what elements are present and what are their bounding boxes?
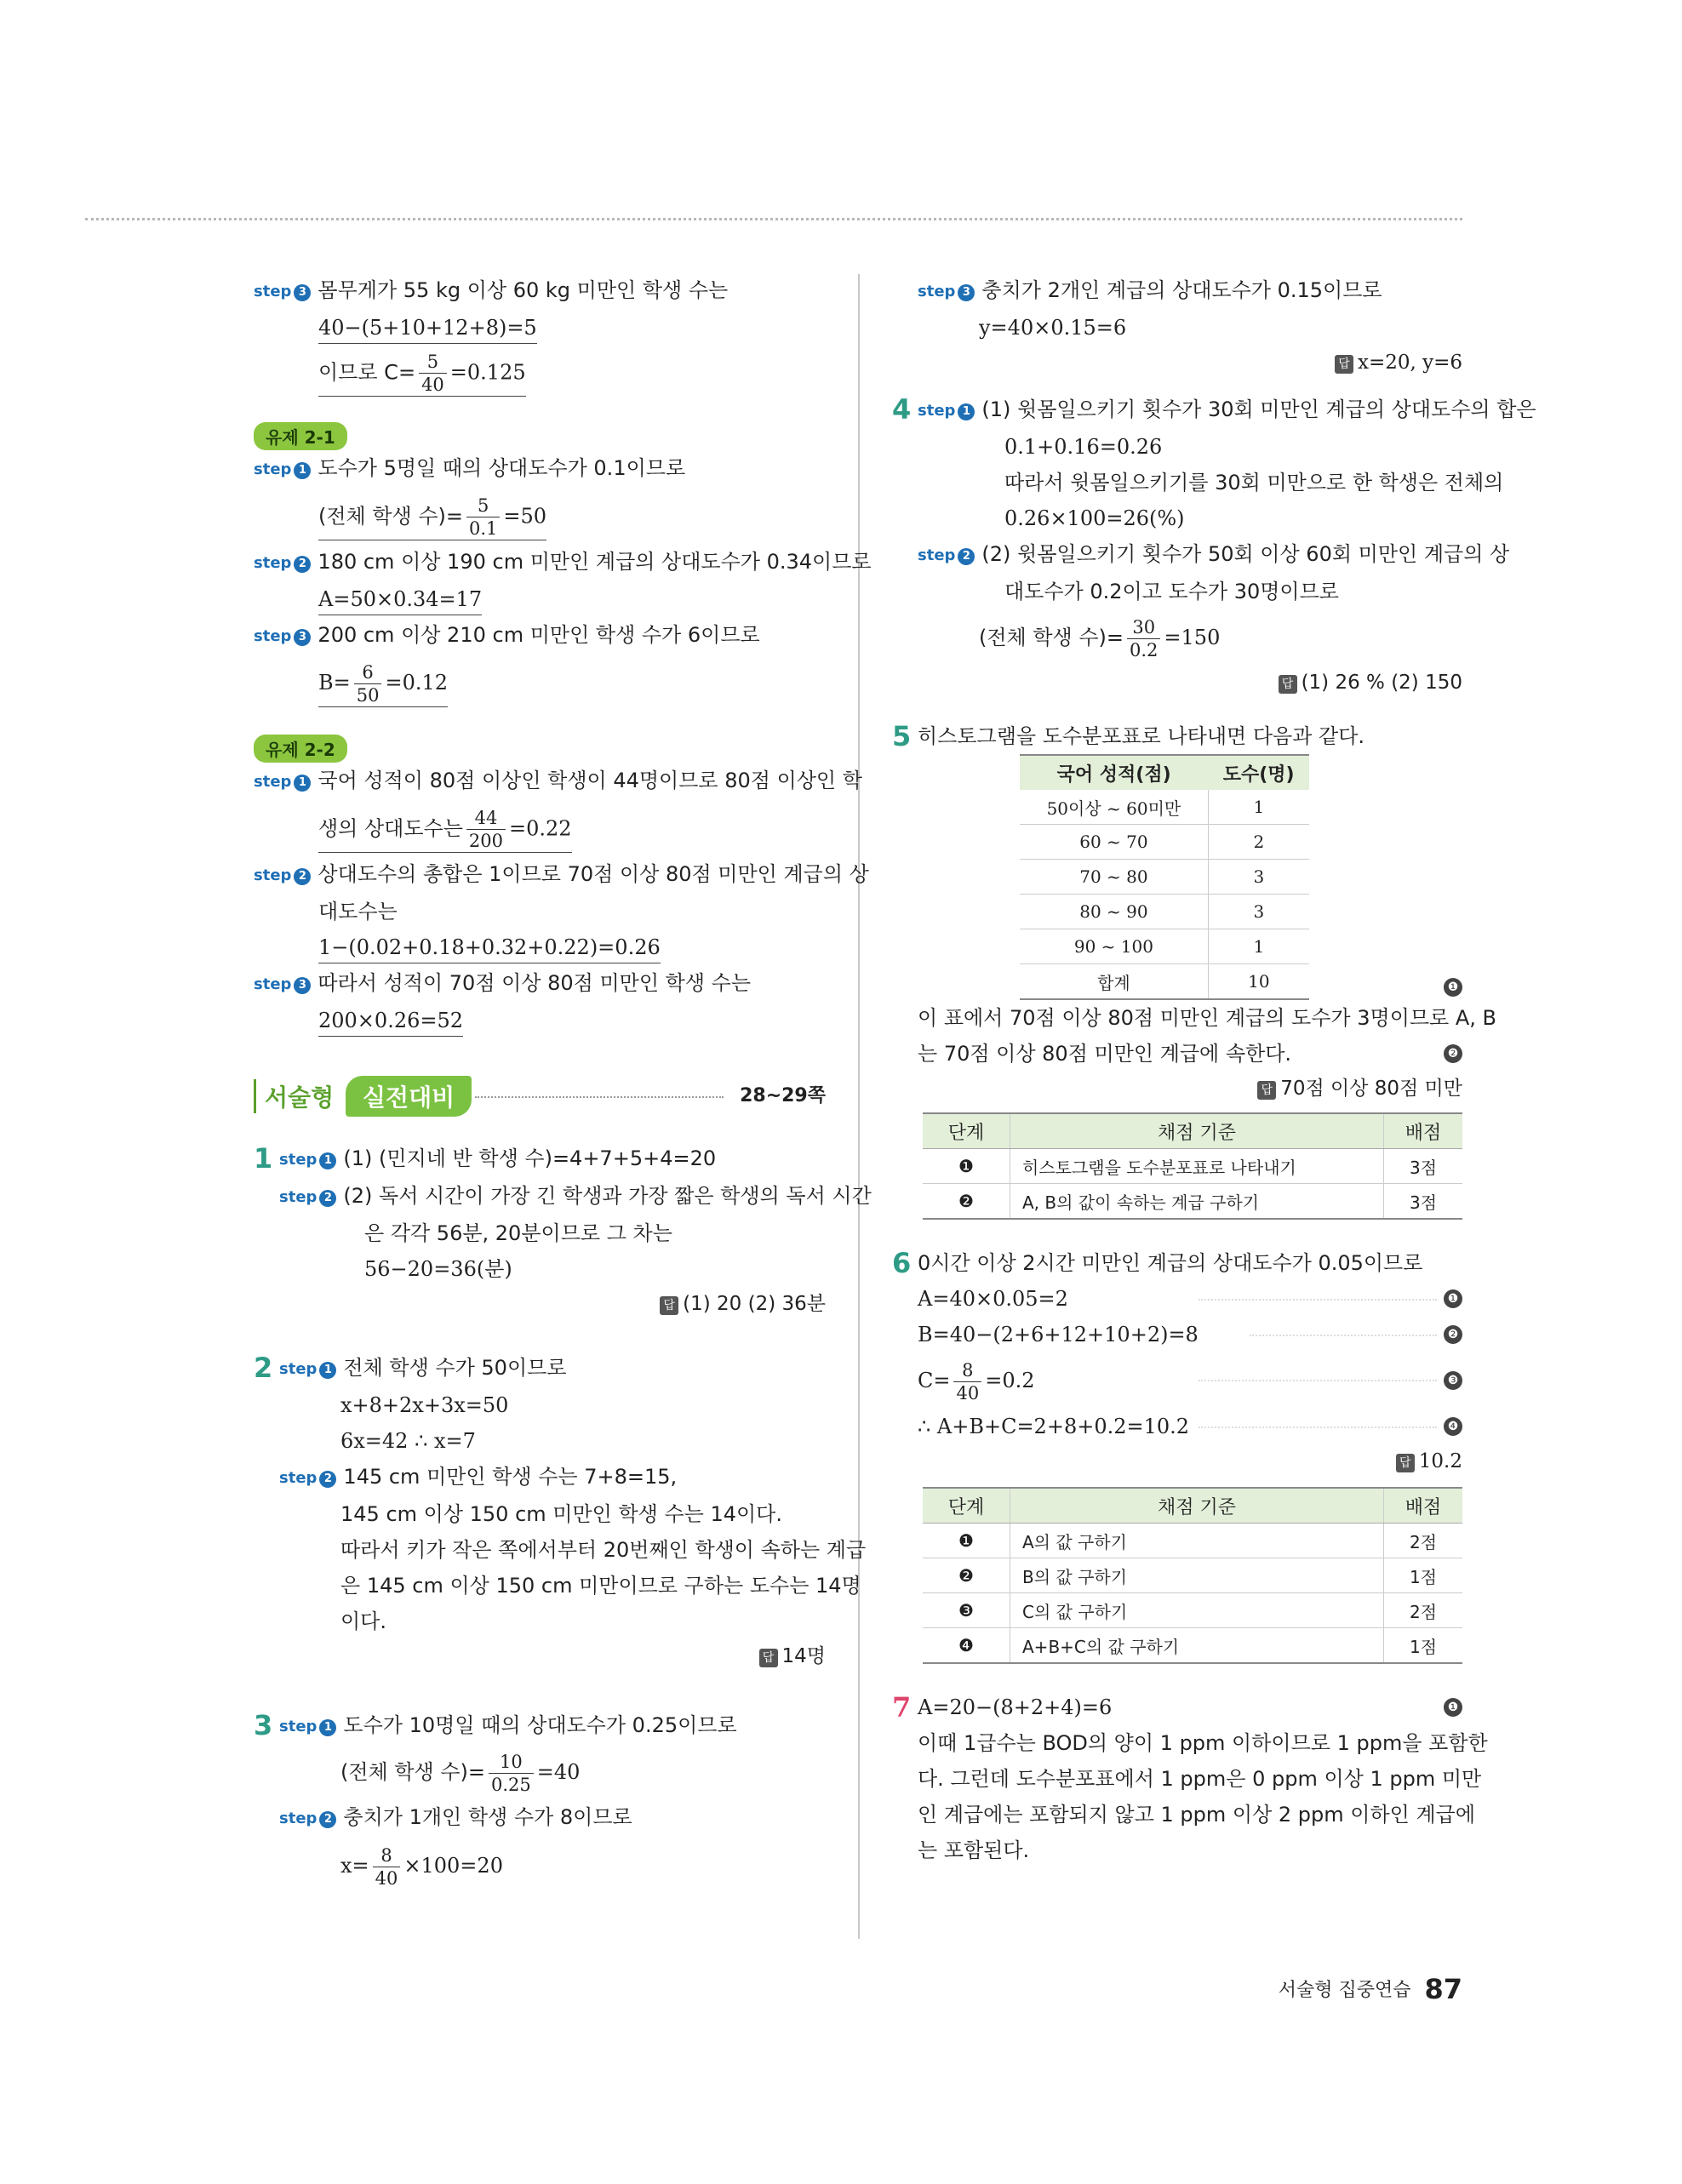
- frequency-table: 국어 성적(점) 도수(명) 50이상 ~ 60미만 1 60 ~ 70 2 70 ~ 80 3 80 ~ 90 3 90 ~ 100 1 합계 10: [1020, 754, 1309, 1000]
- question-4: 4 step 1 (1) 윗몸일으키기 횟수가 30회 미만인 계급의 상대도수의 합은: [892, 393, 1536, 426]
- page-range: 28~29쪽: [740, 1085, 826, 1106]
- section-subtitle: 실전대비: [346, 1076, 472, 1117]
- question-2: 2 step 1 전체 학생 수가 50이므로: [254, 1352, 567, 1384]
- answer: 답 (1) 26 % (2) 150: [892, 666, 1462, 700]
- equation: 40−(5+10+12+8)=5: [318, 312, 537, 344]
- page-footer: 서술형 집중연습 87: [1278, 1973, 1462, 2005]
- grading-table-6: 단계 채점 기준 배점 ❶ A의 값 구하기 2점 ❷ B의 값 구하기 1점 ❸ C의 값 구하기 2점 ❹ A+B+C의 값 구하기 1점: [923, 1487, 1462, 1664]
- step-line: step 3 몸무게가 55 kg 이상 60 kg 미만인 학생 수는: [254, 272, 826, 310]
- equation: 이므로 C= $\frac{5}{40}$ =0.125: [318, 351, 526, 395]
- question-3: 3 step 1 도수가 10명일 때의 상대도수가 0.25이므로: [254, 1709, 737, 1741]
- right-column: step 3 충치가 2개인 계급의 상대도수가 0.15이므로 y=40×0.15=6 답 x=20, y=6 4 step 1 (1) 윗몸일으키기 횟수가 30회 미만인 계급의 상대도수의 합은 0.1+0.16=0.26 따라서 윗몸일으키기를 30회 미만으로 한 학생은 전체의 0.26×100=26(%) step 2 (2) 윗몸일으키기 횟수가 50회 이상 60회 미만인 계급의 상 대도수가 0.2이고 도수가 30명이므로 (전체 학생 수)= $\frac{30}{0.2}$ =150 답 (1) 26 % (2) 150 5 히스토그램을 도수분포표로 나타내면 다음과 같다. 국어 성적(점) 도수(명) 50이상 ~ 60미만 1 60 ~ 70 2 70 ~ 80 3 80 ~ 90 3 90 ~ 100 1 합계 10 ❶ 이 표에서 70점 이상 80점 미만인 계급의 도수가 3명이므로 A, B 는 70점 이상 80점 미만인 계급에 속한다. ❷ 답 70점 이상 80점 미만 단계 채점 기준 배점 ❶ 히스토그램을 도수분포표로 나타내기 3점 ❷ A, B의 값이 속하는 계급 구하기 3점 6 0시간 이상 2시간 미만인 계급의 상대도수가 0.05이므로 A=40×0.05=2 ❶ B=40−(2+6+12+10+2)=8 ❷ C= $\frac{8}{40}$ =0.2 ❸ ∴ A+B+C=2+8+0.2=10.2 ❹ 답 10.2 단계 채점 기준 배점 ❶ A의 값 구하기 2점 ❷ B의 값 구하기 1점 ❸ C의 값 구하기 2점 ❹ A+B+C의 값 구하기 1점 7 A=20−(8+2+4)=6 ❶ 이때 1급수는 BOD의 양이 1 ppm 이하이므로 1 ppm을 포함한 다. 그런데 도수분포표에서 1 ppm은 0 ppm 이상 1 ppm 미만 인 계급에는 포함되지 않고 1 ppm 이상 2 ppm 이하인 계급에 는 포함된다.: [892, 278, 1536, 1862]
- answer: 답 (1) 20 (2) 36분: [254, 1287, 826, 1321]
- grading-table-5: 단계 채점 기준 배점 ❶ 히스토그램을 도수분포표로 나타내기 3점 ❷ A, B의 값이 속하는 계급 구하기 3점: [923, 1112, 1462, 1220]
- problem-tag-2-1: 유제 2-1: [254, 422, 826, 450]
- page-number: 87: [1424, 1973, 1462, 2005]
- answer: 답 x=20, y=6: [892, 346, 1462, 380]
- question-5: 5 히스토그램을 도수분포표로 나타내면 다음과 같다.: [892, 720, 1365, 752]
- mark-1: ❶: [1444, 978, 1462, 997]
- question-6: 6 0시간 이상 2시간 미만인 계급의 상대도수가 0.05이므로: [892, 1247, 1423, 1279]
- section-header: [254, 1072, 826, 1123]
- answer: 답 70점 이상 80점 미만: [892, 1072, 1462, 1106]
- column-divider: [858, 274, 860, 1939]
- answer: 답 10.2: [892, 1444, 1462, 1478]
- top-dotted-rule: [85, 218, 1462, 220]
- answer: 답 14명: [254, 1639, 826, 1673]
- section-title: 서술형: [254, 1079, 334, 1113]
- problem-tag-2-2: 유제 2-2: [254, 735, 826, 763]
- question-7: 7 A=20−(8+2+4)=6 ❶: [892, 1689, 1462, 1725]
- left-column: step 3 몸무게가 55 kg 이상 60 kg 미만인 학생 수는 40−(5+10+12+8)=5 이므로 C= $\frac{5}{40}$ =0.125 유제 2-1 step 1 도수가 5명일 때의 상대도수가 0.1이므로 (전체 학생 수)= $\frac{5}{0.1}$ =50 step 2 180 cm 이상 190 cm 미만인 계급의 상대도수가 0.34이므로 A=50×0.34=17 step 3 200 cm 이상 210 cm 미만인 학생 수가 6이므로 B= $\frac{6}{50}$ =0.12 유제 2-2 step 1 국어 성적이 80점 이상인 학생이 44명이므로 80점 이상인 학 생의 상대도수는 $\frac{44}{200}$ =0.22 step 2 상대도수의 총합은 1이므로 70점 이상 80점 미만인 계급의 상 대도수는 1−(0.02+0.18+0.32+0.22)=0.26 step 3 따라서 성적이 70점 이상 80점 미만인 학생 수는 200×0.26=52 서술형 실전대비 28~29쪽 1 step 1 (1) (민지네 반 학생 수)=4+7+5+4=20 step 2 (2) 독서 시간이 가장 긴 학생과 가장 짧은 학생의 독서 시간 은 각각 56분, 20분이므로 그 차는 56−20=36(분) 답 (1) 20 (2) 36분 2 step 1 전체 학생 수가 50이므로 x+8+2x+3x=50 6x=42 ∴ x=7 step 2 145 cm 미만인 학생 수는 7+8=15, 145 cm 이상 150 cm 미만인 학생 수는 14이다. 따라서 키가 작은 쪽에서부터 20번째인 학생이 속하는 계급 은 145 cm 이상 150 cm 미만이므로 구하는 도수는 14명 이다. 답 14명 3 step 1 도수가 10명일 때의 상대도수가 0.25이므로 (전체 학생 수)= $\frac{10}{0.25}$ =40 step 2 충치가 1개인 학생 수가 8이므로 x= $\frac{8}{40}$ ×100=20: [254, 272, 826, 1895]
- question-1: 1 step 1 (1) (민지네 반 학생 수)=4+7+5+4=20: [254, 1142, 717, 1175]
- step-label: step 3: [254, 274, 311, 310]
